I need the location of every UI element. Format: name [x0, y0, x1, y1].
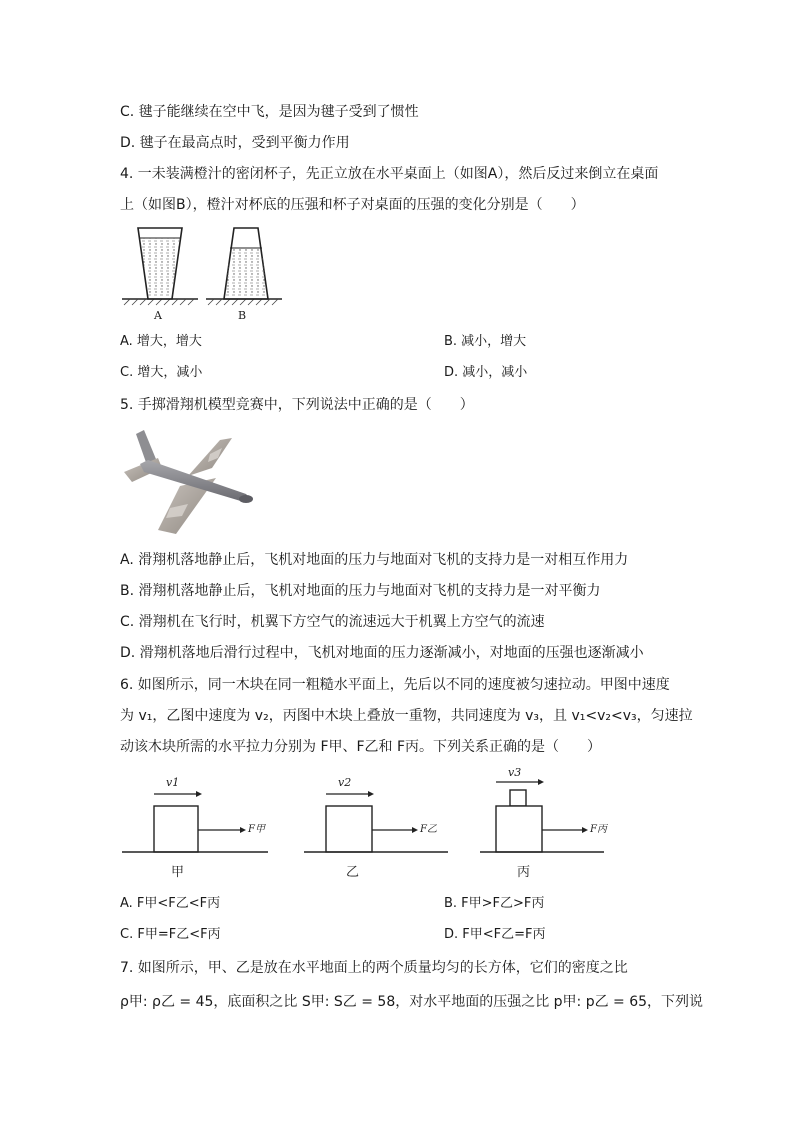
velocity-label-v2: v2: [338, 776, 352, 789]
q5-option-d: D. 滑翔机落地后滑行过程中，飞机对地面的压力逐渐减小，对地面的压强也逐渐减小: [120, 645, 644, 661]
q5-option-a: A. 滑翔机落地静止后，飞机对地面的压力与地面对飞机的支持力是一对相互作用力: [120, 552, 629, 568]
q4-option-c: C. 增大，减小: [120, 365, 203, 380]
q6-stem-line3: 动该木块所需的水平拉力分别为 F甲、F乙和 F丙。下列关系正确的是（ ）: [120, 739, 602, 755]
q7-stem-line2: ρ甲: ρ乙 = 45，底面积之比 S甲: S乙 = 58，对水平地面的压强之比 p甲: p乙 = 65，下列说: [120, 994, 704, 1010]
q6-stem-line1: 6. 如图所示，同一木块在同一粗糙水平面上，先后以不同的速度被匀速拉动。甲图中速度: [120, 677, 670, 693]
velocity-label-v1: v1: [166, 776, 180, 789]
q4-option-d: D. 减小，减小: [444, 365, 528, 380]
force-label-jia: F甲: [248, 824, 265, 835]
q6-option-d: D. F甲<F乙=F丙: [444, 927, 546, 942]
q6-option-a: A. F甲<F乙<F丙: [120, 896, 221, 911]
block-jia: [122, 776, 268, 880]
velocity-label-v3: v3: [508, 766, 522, 779]
cup-b: [206, 228, 282, 305]
q4-stem-line2: 上（如图B），橙汁对杯底的压强和杯子对桌面的压强的变化分别是（ ）: [120, 197, 585, 213]
q6-blocks-figure: [118, 762, 608, 884]
block-bing: [480, 766, 608, 880]
option-c-prev: C. 毽子能继续在空中飞，是因为毽子受到了惯性: [120, 104, 419, 120]
force-label-bing: F丙: [590, 824, 607, 835]
q6-stem-line2: 为 v₁，乙图中速度为 v₂，丙图中木块上叠放一重物，共同速度为 v₃，且 v₁<v₂<v₃，匀速拉: [120, 708, 693, 724]
glider-image: [118, 424, 258, 536]
q6-option-b: B. F甲>F乙>F丙: [444, 896, 545, 911]
q5-option-b: B. 滑翔机落地静止后，飞机对地面的压力与地面对飞机的支持力是一对平衡力: [120, 583, 601, 599]
figure-label-jia: 甲: [171, 865, 185, 880]
q7-stem-line1: 7. 如图所示，甲、乙是放在水平地面上的两个质量均匀的长方体，它们的密度之比: [120, 960, 628, 976]
q5-option-c: C. 滑翔机在飞行时，机翼下方空气的流速远大于机翼上方空气的流速: [120, 614, 545, 630]
q5-stem: 5. 手掷滑翔机模型竞赛中，下列说法中正确的是（ ）: [120, 397, 474, 413]
cup-a-label: A: [154, 309, 162, 322]
figure-label-yi: 乙: [346, 865, 360, 880]
cup-a: [122, 228, 198, 305]
option-d-prev: D. 毽子在最高点时，受到平衡力作用: [120, 135, 350, 151]
cup-b-label: B: [238, 309, 247, 322]
figure-label-bing: 丙: [517, 865, 531, 880]
block-yi: [304, 776, 448, 880]
force-label-yi: F乙: [420, 824, 437, 835]
q4-cups-figure: [118, 224, 286, 324]
q4-option-a: A. 增大，增大: [120, 334, 202, 349]
q6-option-c: C. F甲=F乙<F丙: [120, 927, 221, 942]
q4-stem-line1: 4. 一未装满橙汁的密闭杯子，先正立放在水平桌面上（如图A），然后反过来倒立在桌面: [120, 166, 659, 182]
q4-option-b: B. 减小，增大: [444, 334, 527, 349]
